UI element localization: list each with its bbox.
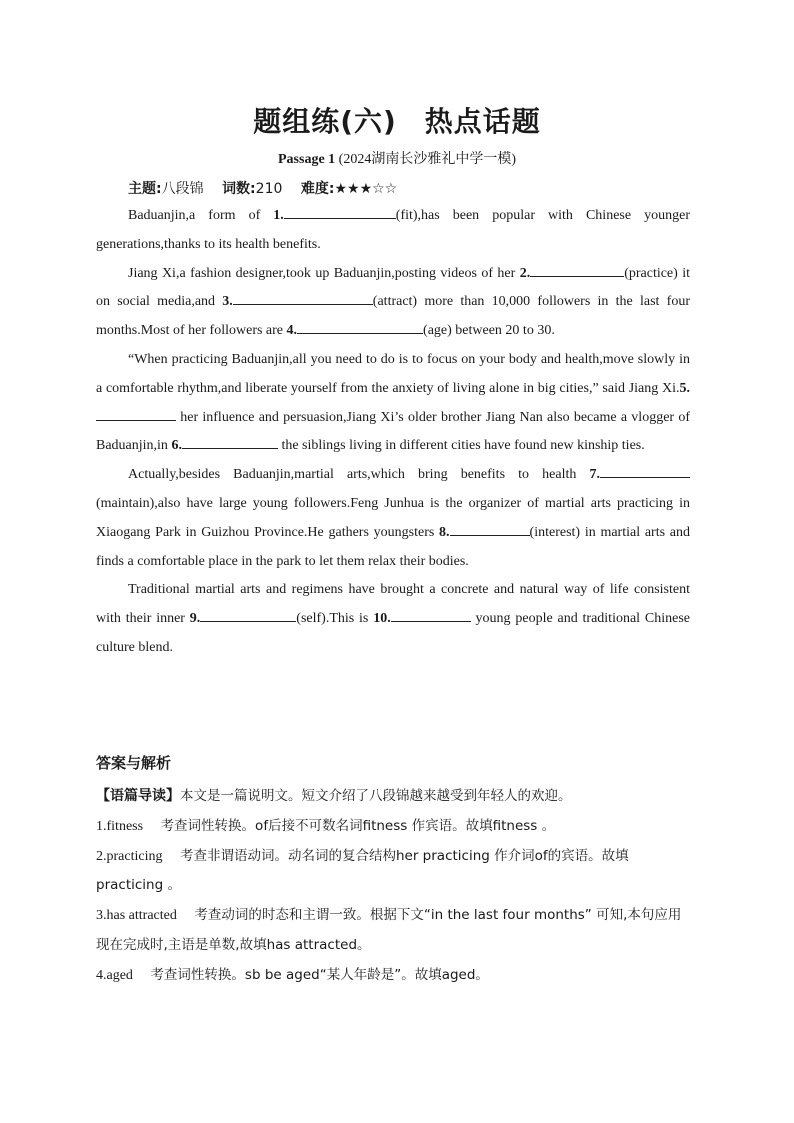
- blank-number-6: 6.: [171, 438, 182, 454]
- blank-1[interactable]: [284, 202, 396, 219]
- answer-key-3: 3.has attracted: [96, 908, 177, 924]
- guide-text: 本文是一篇说明文。短文介绍了八段锦越来越受到年轻人的欢迎。: [180, 788, 572, 804]
- theme-value: 八段锦: [161, 181, 204, 197]
- blank-number-7: 7.: [589, 467, 600, 483]
- paragraph-1: Baduanjin,a form of 1. (fit),has been popular with Chinese younger generations,thanks to its health benefits.: [96, 202, 690, 260]
- word-count-label: 词数:: [222, 181, 256, 197]
- answer-explanation-4: 考查词性转换。sb be aged“某人年龄是”。故填aged。: [150, 966, 489, 983]
- passage-body: [96, 202, 690, 663]
- blank-number-10: 10.: [373, 611, 391, 627]
- passage-source: (2024湖南长沙雅礼中学一模): [338, 152, 516, 167]
- page-title: [0, 100, 794, 140]
- blank-6[interactable]: [182, 432, 278, 449]
- blank-2[interactable]: [530, 260, 624, 277]
- blank-5[interactable]: [96, 404, 176, 421]
- title-right: 热点话题: [424, 105, 541, 138]
- blank-10[interactable]: [391, 605, 471, 622]
- theme-label: 主题:: [128, 181, 162, 197]
- title-left: 题组练(六): [253, 105, 397, 138]
- blank-number-3: 3.: [222, 294, 233, 310]
- blank-7[interactable]: [600, 461, 690, 478]
- answer-explanation-1: 考查词性转换。of后接不可数名词fitness 作宾语。故填fitness 。: [160, 817, 556, 834]
- difficulty-label: 难度:: [300, 181, 335, 197]
- blank-4[interactable]: [297, 317, 423, 334]
- answers-heading: 答案与解析: [96, 754, 172, 772]
- answer-explanation-2: 考查非谓语动词。动名词的复合结构her practicing 作介词of的宾语。故填practicing 。: [96, 847, 629, 894]
- paragraph-3: “When practicing Baduanjin,all you need to do is to focus on your body and health,move slowly in a comfortable rhythm,and liberate yourself from the anxiety of living alone in big cities,” said Jiang Xi.5. her influence and persuasion,Jiang Xi’s older brother Jiang Nan also became a vlogger of Baduanjin,in 6. the siblings living in different cities have found new kinship ties.: [96, 351, 690, 454]
- difficulty-stars: ★★★☆☆: [334, 181, 398, 197]
- answer-item-3: [96, 901, 690, 961]
- blank-number-1: 1.: [273, 208, 284, 223]
- answer-item-4: [96, 961, 690, 991]
- answer-explanation-3: 考查动词的时态和主谓一致。根据下文“in the last four months” 可知,本句应用现在完成时,主语是单数,故填has attracted。: [96, 907, 682, 953]
- word-count-value: 210: [255, 181, 283, 197]
- topic-line: [128, 178, 411, 198]
- blank-number-4: 4.: [286, 323, 298, 339]
- answer-item-2: [96, 842, 690, 902]
- blank-9[interactable]: [200, 605, 296, 622]
- blank-number-2: 2.: [519, 265, 531, 281]
- paragraph-5: Traditional martial arts and regimens have brought a concrete and natural way of life consistent with their inner 9. (self).This is 10. young people and traditional Chinese culture blend.: [96, 582, 690, 655]
- answer-key-4: 4.aged: [96, 967, 133, 983]
- answer-item-1: [96, 812, 690, 842]
- blank-3[interactable]: [233, 288, 373, 305]
- blank-number-8: 8.: [439, 524, 450, 540]
- answer-key-2: 2.practicing: [96, 848, 163, 864]
- blank-number-5: 5.: [679, 380, 690, 396]
- guide-label: 【语篇导读】: [96, 788, 180, 804]
- answer-key-1: 1.fitness: [96, 818, 144, 834]
- answers-body: [96, 782, 690, 991]
- passage-subtitle: [0, 148, 794, 168]
- paragraph-2: Jiang Xi,a fashion designer,took up Baduanjin,posting videos of her 2. (practice) it on social media,and 3. (attract) more than 10,000 followers in the last four months.Most of her followers are 4. (age) between 20 to 30.: [96, 260, 690, 346]
- blank-number-9: 9.: [189, 611, 201, 627]
- paragraph-4: Actually,besides Baduanjin,martial arts,which bring benefits to health 7.(maintain),also have large young followers.Feng Junhua is the organizer of martial arts practicing in Xiaogang Park in Guizhou Province.He gathers youngsters 8. (interest) in martial arts and finds a comfortable place in the park to let them relax their bodies.: [96, 461, 690, 576]
- passage-label: Passage 1: [278, 152, 336, 167]
- blank-8[interactable]: [450, 519, 530, 536]
- reading-guide: [96, 782, 690, 812]
